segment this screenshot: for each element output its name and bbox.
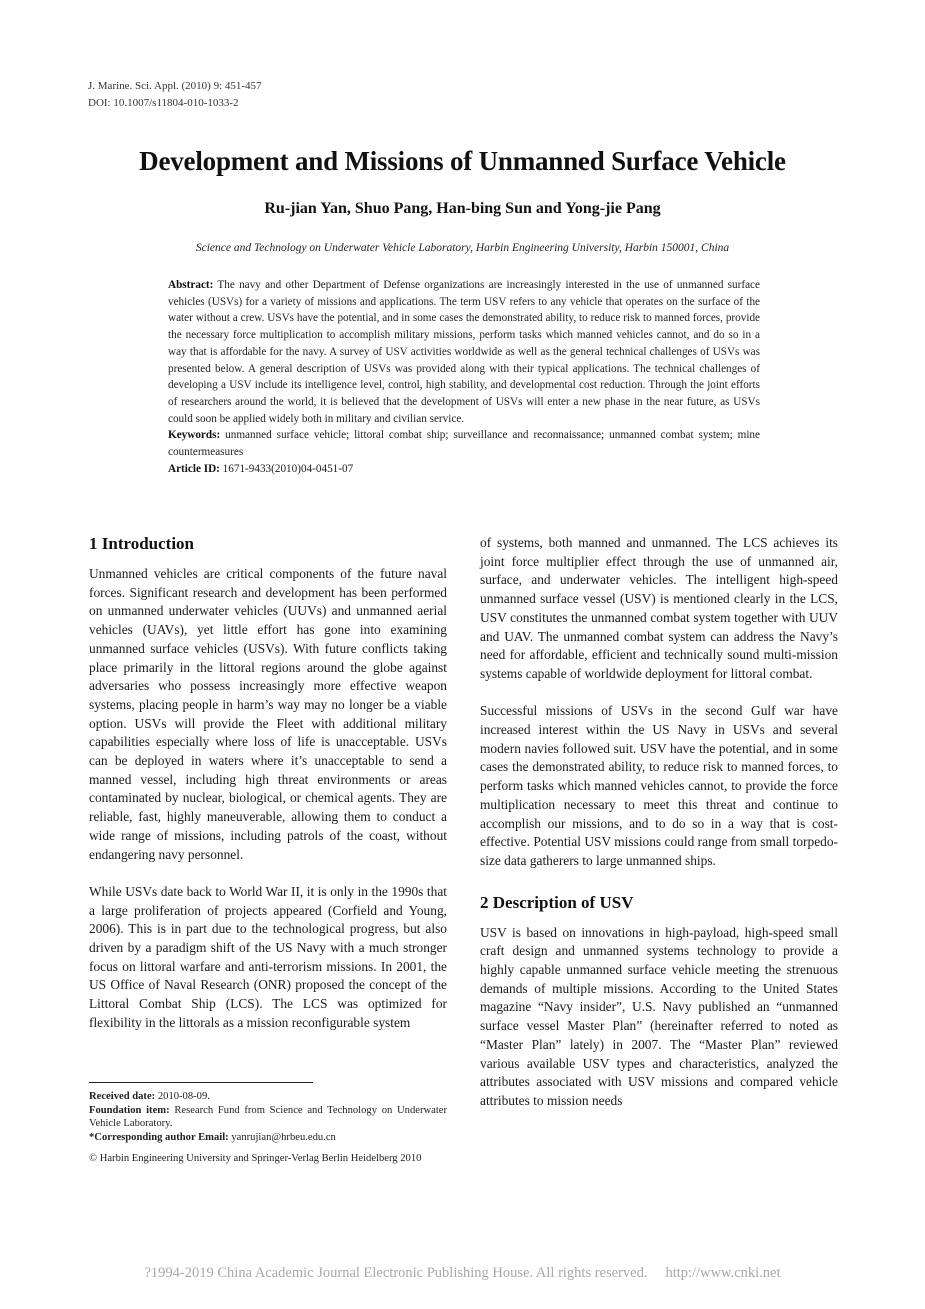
received-label: Received date:: [89, 1091, 156, 1102]
footnote-divider: [89, 1082, 313, 1083]
keywords-text: unmanned surface vehicle; littoral combat ship; surveillance and reconnaissance; unmanned combat system; mine countermeasures: [168, 429, 760, 459]
abstract-paragraph: [168, 277, 760, 427]
article-id-paragraph: [168, 461, 760, 478]
intro-paragraph-1: Unmanned vehicles are critical components of the future naval forces. Significant research and development has been performed on unmanned underwater vehicles (UUVs) and unmanned aerial vehicles (UAVs), yet little effort has gone into examining unmanned surface vehicles (USVs). With future conflicts taking place primarily in the littoral regions around the globe against adversaries who possess increasingly more effective weapon systems, placing people in harm’s way may no longer be a viable option. USVs will provide the Fleet with additional military capabilities especially where loss of life is unacceptable. USVs can be deployed in waters where it’s unacceptable to send a manned vessel, including high threat environments or areas contaminated by nuclear, biological, or chemical agents. They are reliable, fast, highly maneuverable, allowing them to conduct a wide range of missions, including patrols of the coast, without endangering navy personnel.: [89, 566, 447, 862]
watermark-text: ?1994-2019 China Academic Journal Electronic Publishing House. All rights reserved.: [144, 1265, 648, 1281]
paper-title: Development and Missions of Unmanned Surface Vehicle: [139, 146, 786, 176]
corresponding-label: *Corresponding author Email:: [89, 1131, 229, 1143]
watermark-url: http://www.cnki.net: [665, 1265, 781, 1281]
right-column: [480, 534, 838, 1111]
description-paragraph-1: USV is based on innovations in high-payload, high-speed small craft design and unmanned systems technology to provide a highly capable unmanned surface vehicle meeting the strenuous demands of multiple missions. According to the United States magazine “Navy insider”, U.S. Navy published an “unmanned surface vessel Master Plan” (hereinafter referred to noted as “Master Plan” lately) in 2007. The “Master Plan” reviewed various available USV types and characteristics, analyzed the attributes associated with USV missions and compared vehicle attributes to mission needs: [480, 924, 838, 1108]
section-heading-introduction: 1 Introduction: [89, 534, 195, 553]
received-value: 2010-08-09.: [157, 1091, 210, 1102]
publisher-copyright: © Harbin Engineering University and Springer-Verlag Berlin Heidelberg 2010: [89, 1153, 422, 1165]
cnki-watermark: [0, 1265, 925, 1282]
corresponding-author: [89, 1131, 447, 1145]
foundation-item: [89, 1104, 447, 1131]
article-id-text: 1671-9433(2010)04-0451-07: [222, 462, 354, 475]
abstract-block: [168, 277, 760, 477]
footnotes: [89, 1090, 447, 1166]
intro-paragraph-3: Successful missions of USVs in the second Gulf war have increased interest within the US Navy in USVs and several modern navies followed suit. USV have the potential, and in some cases the demonstrated ability, to reduce risk to manned forces, to perform tasks which manned vehicles cannot, to provide the force multiplication necessary to meet this threat and continue to accomplish our missions, and to do so in a way that is cost-effective. Potential USV missions could range from small torpedo-size data gatherers to large unmanned ships.: [480, 703, 838, 868]
keywords-label: Keywords:: [168, 429, 221, 442]
intro-paragraph-2-continued: of systems, both manned and unmanned. The LCS achieves its joint force multiplier effect through the use of unmanned air, surface, and underwater vehicles. The intelligent high-speed unmanned surface vessel (USV) is mentioned clearly in the LCS, USV constitutes the unmanned combat system together with UUV and UAV. The unmanned combat system can address the Navy’s need for affordable, efficient and technically sound multi-mission systems capable of worldwide deployment for littoral combat.: [480, 535, 838, 681]
left-column: [89, 532, 447, 1033]
section-heading-description: 2 Description of USV: [480, 892, 634, 912]
paper-authors: Ru-jian Yan, Shuo Pang, Han-bing Sun and Yong-jie Pang: [264, 200, 661, 217]
corresponding-email: yanrujian@hrbeu.edu.cn: [231, 1131, 336, 1143]
journal-citation: J. Marine. Sci. Appl. (2010) 9: 451-457: [88, 80, 262, 92]
journal-header: [88, 78, 262, 112]
foundation-value: Research Fund from Science and Technology on Underwater Vehicle Laboratory.: [89, 1104, 448, 1130]
keywords-paragraph: [168, 427, 760, 460]
abstract-label: Abstract:: [168, 279, 214, 291]
article-id-label: Article ID:: [168, 462, 220, 475]
received-date: [89, 1090, 447, 1104]
abstract-text: The navy and other Department of Defense organizations are increasingly interested in the use of unmanned surface vehicles (USVs) for a variety of missions and applications. The term USV refers to any vehicle that operates on the surface of the water without a crew. USVs have the potential, and in some cases the demonstrated ability, to reduce risk to manned forces, provide the necessary force multiplication to accomplish military missions, perform tasks which manned vehicles cannot, and do so in a way that is affordable for the navy. A survey of USV activities worldwide as well as the general technical challenges of USVs was presented below. A general description of USVs was provided along with their typical applications. The technical challenges of developing a USV include its intelligence level, control, high stability, and developmental cost reduction. Through the joint efforts of researchers around the world, it is believed that the development of USVs will enter a new phase in the near future, as USVs could soon be applied widely both in military and civilian service.: [168, 279, 760, 425]
foundation-label: Foundation item:: [89, 1104, 170, 1116]
paper-affiliation: Science and Technology on Underwater Vehicle Laboratory, Harbin Engineering University, Harbin 150001, China: [195, 242, 730, 254]
intro-paragraph-2: While USVs date back to World War II, it is only in the 1990s that a large proliferation of projects appeared (Corfield and Young, 2006). This is in part due to the technological progress, but also driven by a paradigm shift of the US Navy with a much stronger focus on littoral warfare and anti-terrorism missions. In 2001, the US Office of Naval Research (ONR) proposed the concept of the Littoral Combat Ship (LCS). The LCS was optimized for flexibility in the littorals as a mission reconfigurable system: [89, 883, 447, 1030]
journal-doi: DOI: 10.1007/s11804-010-1033-2: [88, 97, 239, 109]
